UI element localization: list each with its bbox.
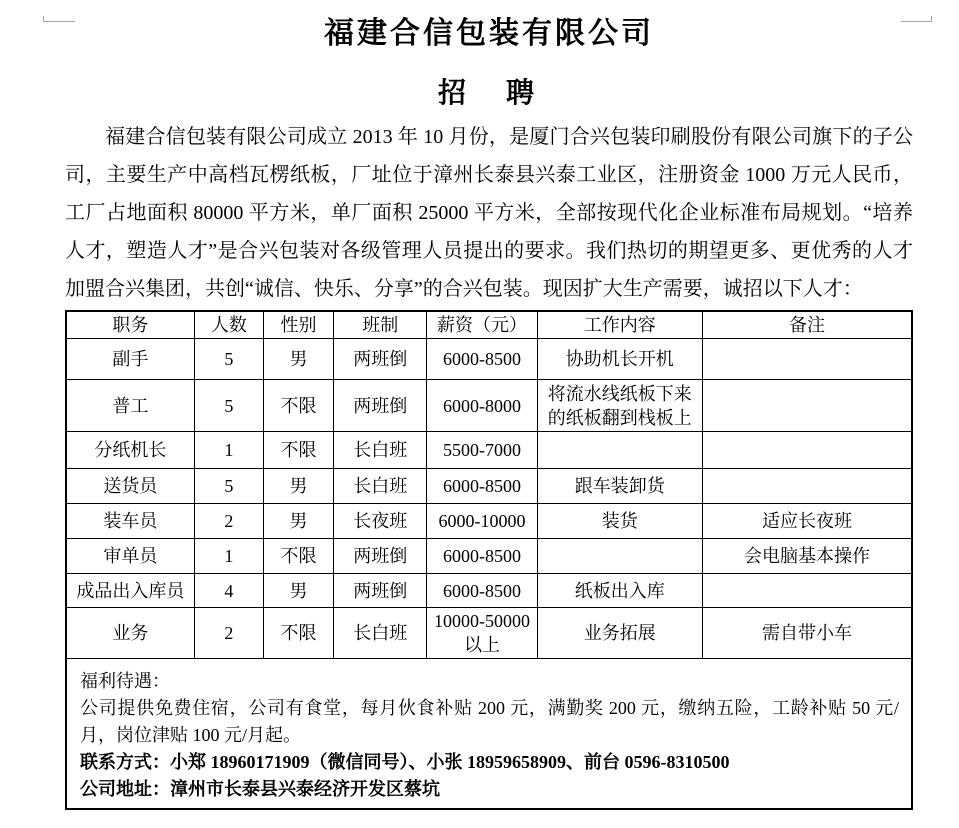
cell-shift: 两班倒 — [334, 380, 427, 432]
cell-shift: 两班倒 — [334, 339, 427, 380]
cell-gender: 不限 — [263, 380, 333, 432]
table-row — [66, 339, 912, 380]
table-row — [66, 432, 912, 469]
cell-gender: 不限 — [263, 432, 333, 469]
table-row — [66, 574, 912, 608]
address-line: 公司地址：漳州市长泰县兴泰经济开发区蔡坑 — [80, 779, 440, 799]
cell-shift: 长白班 — [334, 608, 427, 659]
cell-remark — [702, 574, 912, 608]
cell-headcount: 5 — [194, 339, 263, 380]
cell-headcount: 4 — [194, 574, 263, 608]
cell-shift: 长夜班 — [334, 504, 427, 539]
cell-job-content — [537, 539, 702, 574]
cell-remark — [702, 380, 912, 432]
cell-salary: 6000-8500 — [427, 539, 537, 574]
cell-headcount: 1 — [194, 539, 263, 574]
cell-salary: 5500-7000 — [427, 432, 537, 469]
cell-remark: 适应长夜班 — [702, 504, 912, 539]
cell-position: 审单员 — [66, 539, 194, 574]
cell-salary: 6000-8500 — [427, 574, 537, 608]
cell-job-content: 业务拓展 — [537, 608, 702, 659]
header-headcount: 人数 — [194, 311, 263, 339]
cell-position: 送货员 — [66, 469, 194, 504]
cell-headcount: 2 — [194, 504, 263, 539]
cell-gender: 不限 — [263, 608, 333, 659]
header-salary: 薪资（元） — [427, 311, 537, 339]
recruitment-heading: 招 聘 — [437, 78, 540, 109]
cell-job-content: 将流水线纸板下来的纸板翻到栈板上 — [537, 380, 702, 432]
cell-remark — [702, 432, 912, 469]
contact-line: 联系方式：小郑 18960171909（微信同号）、小张 18959658909、前台 0596-8310500 — [80, 752, 730, 772]
cell-remark: 需自带小车 — [702, 608, 912, 659]
table-header-row — [66, 311, 912, 339]
welfare-notes-cell — [66, 659, 912, 810]
cell-salary: 6000-8500 — [427, 339, 537, 380]
table-row — [66, 608, 912, 659]
table-row — [66, 539, 912, 574]
cell-position: 业务 — [66, 608, 194, 659]
cell-shift: 长白班 — [334, 432, 427, 469]
document-content — [65, 16, 913, 810]
cell-remark — [702, 339, 912, 380]
cell-shift: 两班倒 — [334, 574, 427, 608]
jobs-table — [65, 310, 913, 810]
document-page — [0, 16, 959, 828]
header-shift: 班制 — [334, 311, 427, 339]
cell-headcount: 5 — [194, 469, 263, 504]
table-row — [66, 469, 912, 504]
cell-gender: 男 — [263, 469, 333, 504]
cell-position: 副手 — [66, 339, 194, 380]
header-position: 职务 — [66, 311, 194, 339]
cell-gender: 男 — [263, 574, 333, 608]
cell-shift: 长白班 — [334, 469, 427, 504]
cell-job-content: 协助机长开机 — [537, 339, 702, 380]
cell-gender: 男 — [263, 339, 333, 380]
header-job-content: 工作内容 — [537, 311, 702, 339]
cell-gender: 不限 — [263, 539, 333, 574]
cell-salary: 10000-50000 以上 — [427, 608, 537, 659]
cell-shift: 两班倒 — [334, 539, 427, 574]
table-row — [66, 504, 912, 539]
cell-job-content: 跟车装卸货 — [537, 469, 702, 504]
intro-paragraph: 福建合信包装有限公司成立 2013 年 10 月份，是厦门合兴包装印刷股份有限公司旗下的子公司，主要生产中高档瓦楞纸板，厂址位于漳州长泰县兴泰工业区，注册资金 1000 万元人民币，工厂占地面积 80000 平方米，单厂面积 25000 平方米，全部按现代化企业标准布局规划。“培养人才，塑造人才”是合兴包装对各级管理人员提出的要求。我们热切的期望更多、更优秀的人才加盟合兴集团，共创“诚信、快乐、分享”的合兴包装。现因扩大生产需要，诚招以下人才： — [65, 126, 913, 300]
cell-remark — [702, 469, 912, 504]
cell-position: 分纸机长 — [66, 432, 194, 469]
page-margin-mark-right — [901, 16, 932, 22]
cell-position: 装车员 — [66, 504, 194, 539]
cell-position: 成品出入库员 — [66, 574, 194, 608]
table-footer-row — [66, 659, 912, 810]
cell-job-content — [537, 432, 702, 469]
welfare-text: 公司提供免费住宿，公司有食堂，每月伙食补贴 200 元，满勤奖 200 元，缴纳五险，工龄补贴 50 元/月，岗位津贴 100 元/月起。 — [80, 698, 899, 745]
table-row — [66, 380, 912, 432]
cell-job-content: 装货 — [537, 504, 702, 539]
page-margin-mark-left — [43, 16, 75, 22]
header-remark: 备注 — [702, 311, 912, 339]
company-title: 福建合信包装有限公司 — [324, 17, 654, 50]
cell-salary: 6000-8500 — [427, 469, 537, 504]
header-gender: 性别 — [263, 311, 333, 339]
welfare-title: 福利待遇： — [80, 671, 170, 691]
cell-remark: 会电脑基本操作 — [702, 539, 912, 574]
cell-headcount: 2 — [194, 608, 263, 659]
cell-job-content: 纸板出入库 — [537, 574, 702, 608]
cell-salary: 6000-8000 — [427, 380, 537, 432]
cell-salary: 6000-10000 — [427, 504, 537, 539]
cell-headcount: 1 — [194, 432, 263, 469]
cell-headcount: 5 — [194, 380, 263, 432]
cell-position: 普工 — [66, 380, 194, 432]
cell-gender: 男 — [263, 504, 333, 539]
